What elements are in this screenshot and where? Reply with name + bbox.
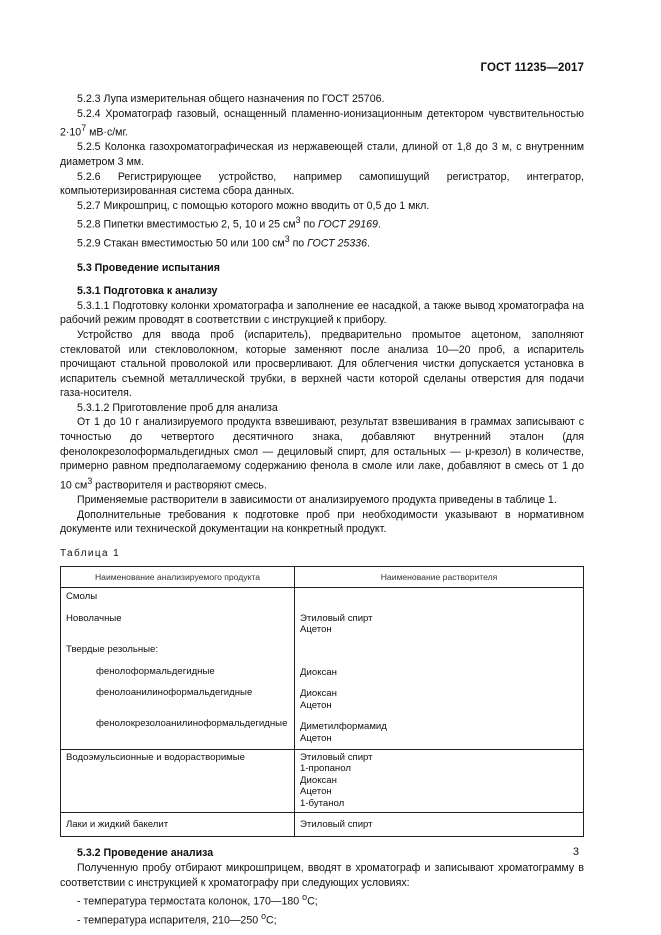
document-body xyxy=(60,92,584,928)
page-number: 3 xyxy=(572,846,579,858)
clause-5-2-3: 5.2.3 Лупа измерительная общего назначения по ГОСТ 25706. xyxy=(77,93,385,105)
table-cell-solvent: Этиловый спирт Ацетон Диоксан Диоксан Ацетон Диметилформамид Ацетон xyxy=(295,588,584,750)
clause-5-2-7: 5.2.7 Микрошприц, с помощью которого можно вводить от 0,5 до 1 мкл. xyxy=(77,199,430,212)
section-heading-5-3-2: 5.3.2 Проведение анализа xyxy=(77,847,214,860)
table-cell-solvent: Этиловый спирт 1-пропанол Диоксан Ацетон 1-бутанол xyxy=(295,750,584,813)
table-cell-solvent: Этиловый спирт xyxy=(295,813,584,837)
table-cell-product: Водоэмульсионные и водорастворимые xyxy=(61,750,295,813)
section-heading-5-3: 5.3 Проведение испытания xyxy=(77,261,220,274)
sample-prep-paragraph: От 1 до 10 г анализируемого продукта взвешивают, результат взвешивания в граммах записывают с точностью до четвертого десятичного знака, добавляют внутренний эталон (для фенолокрезолоформальдегидных смол — дециловый спирт, для остальных — μ-крезол) в количестве, примерно равном предполагаемому содержанию фенола в смоле или лаке, добавляют в смесь от 1 до 10 $см^3$ растворителя и растворяют смесь. xyxy=(60,416,585,492)
condition-column-temperature: - температура термостата колонок, 170—180 $^о$С; xyxy=(77,892,318,908)
clause-5-2-5: 5.2.5 Колонка газохроматографическая из нержавеющей стали, длиной от 1,8 до 3 м, с внутренним диаметром 3 мм. xyxy=(60,141,584,168)
table-header-solvent: Наименование растворителя xyxy=(295,567,584,588)
clause-5-2-9: 5.2.9 Стакан вместимостью 50 или 100 $см^3$ по ГОСТ 25336. xyxy=(77,234,370,250)
table-cell-product: Смолы Новолачные Твердые резольные: фенолоформальдегидные фенолоанилиноформальдегидные фенолокрезолоанилиноформальдегидные xyxy=(61,588,295,750)
solvents-paragraph: Применяемые растворители в зависимости от анализируемого продукта приведены в таблице 1. xyxy=(77,493,557,506)
table-header-product: Наименование анализируемого продукта xyxy=(61,567,295,588)
condition-injector-temperature: - температура испарителя, 210—250 $^о$С; xyxy=(77,911,277,927)
clause-5-2-8: 5.2.8 Пипетки вместимостью 2, 5, 10 и 25 $см^3$ по ГОСТ 29169. xyxy=(77,215,381,231)
table-caption: Таблица 1 xyxy=(60,547,121,559)
clause-5-3-1-2: 5.3.1.2 Приготовление проб для анализа xyxy=(77,401,278,414)
table-header-row xyxy=(61,567,584,588)
solvents-table xyxy=(60,566,584,837)
standard-code-header: ГОСТ 11235—2017 xyxy=(480,62,584,74)
table-row xyxy=(61,750,584,813)
clause-5-2-6: 5.2.6 Регистрирующее устройство, например самопишущий регистратор, интегратор, компьютеризированная система сбора данных. xyxy=(60,170,584,198)
table-cell-product: Лаки и жидкий бакелит xyxy=(61,813,295,837)
table-row xyxy=(61,588,584,750)
table-row xyxy=(61,813,584,837)
additional-requirements-paragraph: Дополнительные требования к подготовке проб при необходимости указывают в нормативном документе или технической документации на конкретный продукт. xyxy=(60,508,584,536)
injector-paragraph: Устройство для ввода проб (испаритель), предварительно промытое ацетоном, заполняют стекловатой или стекловолокном, которые заменяют после анализа 10—20 проб, а испаритель прочищают стальной проволокой или просверливают. Для облегчения чистки допускается установка в испаритель съемной металлической трубки, в верхней части которой сделаны отверстия для подачи газа-носителя. xyxy=(60,328,584,400)
clause-5-3-1-1: 5.3.1.1 Подготовку колонки хроматографа и заполнение ее насадкой, а также вывод хроматографа на рабочий режим проводят в соответствии с инструкцией к прибору. xyxy=(60,299,584,327)
section-heading-5-3-1: 5.3.1 Подготовка к анализу xyxy=(77,285,218,298)
clause-5-2-4: 5.2.4 Хроматограф газовый, оснащенный пламенно-ионизационным детектором чувствительностью $2\cdot 10^7$ мВ·с/мг. xyxy=(60,107,584,139)
analysis-paragraph: Полученную пробу отбирают микрошприцем, вводят в хроматограф и записывают хроматограмму в соответствии с инструкцией к хроматографу при следующих условиях: xyxy=(60,862,584,889)
